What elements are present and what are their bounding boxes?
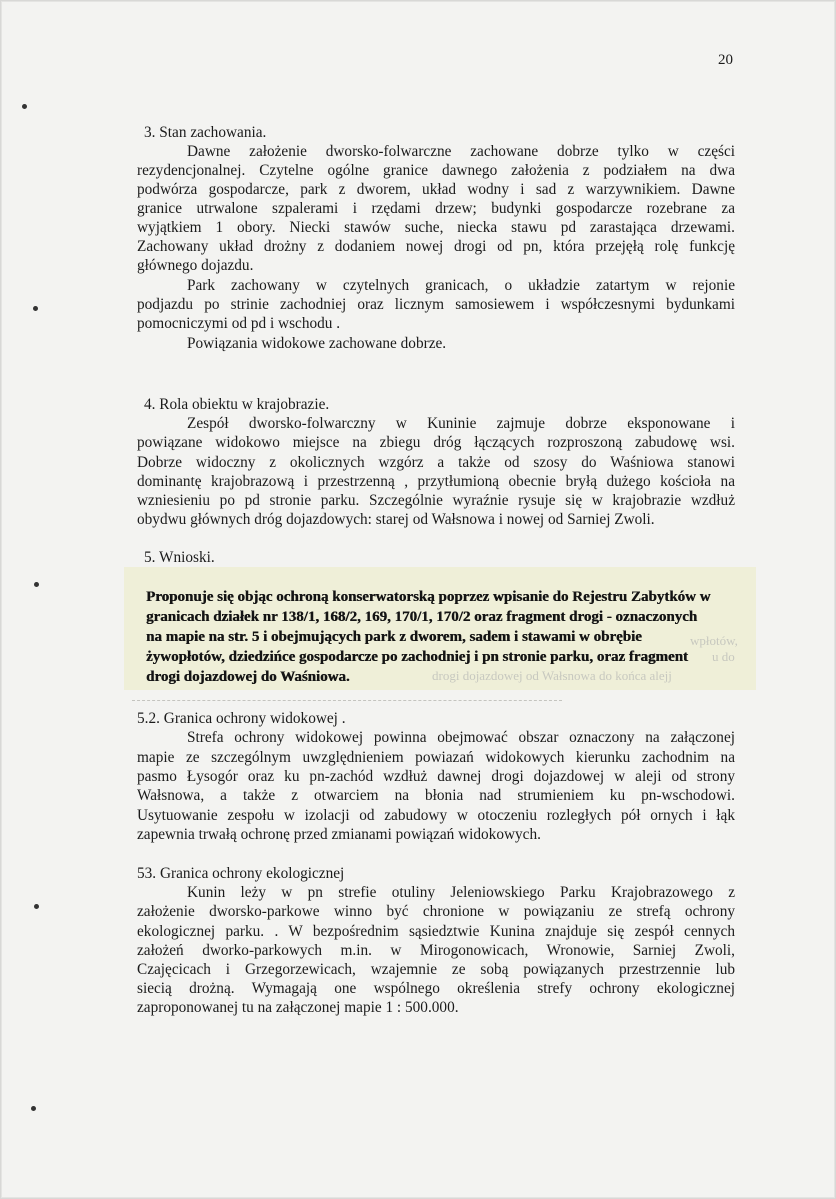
text-line: Zespół dworsko-folwarczny w Kuninie zajmuje dobrze eksponowane i — [187, 415, 735, 432]
text-line: zapewnia trwałą ochronę przed zmianami powiązań widokowych. — [137, 826, 541, 843]
faded-underlying-text: drogi dojazdowej od Wałsnowa do końca alejj — [432, 668, 672, 683]
text-line: Czajęcicach i Grzegorzewicach, wzajemnie ze sobą powiązanych przestrzennie lub — [137, 961, 735, 978]
text-line: podwórza gospodarcze, park z dworem, układ wodny i sad z warzywnikiem. Dawne — [137, 181, 735, 198]
text-line: zaproponowanej tu na załączonej mapie 1 : 500.000. — [137, 999, 459, 1016]
text-line: Dobrze widoczny z okolicznych wzgórz a także od szosy do Waśniowa stanowi — [137, 454, 735, 471]
highlight-line: Proponuje się objąc ochroną konserwatorską poprzez wpisanie do Rejestru Zabytków w — [146, 589, 711, 605]
text-line: Usytuowanie zespołu w izolacji od zabudowy w otoczeniu rozległych pół ornych i łąk — [137, 807, 735, 824]
page-number: 20 — [718, 52, 733, 68]
text-line: obydwu głównych dróg dojazdowych: starej od Wałsnowa i nowej od Sarniej Zwoli. — [137, 511, 655, 528]
highlight-line: drogi dojazdowej do Waśniowa. — [146, 669, 350, 685]
text-line: siecią drożną. Wymagają one wspólnego określenia strefy ochrony ekologicznej — [137, 980, 735, 997]
text-line: pomocniczymi od pd i wschodu . — [137, 315, 341, 332]
faded-underlying-text: u do — [712, 649, 735, 664]
text-line: wyjątkiem 1 obory. Niecki stawów suche, niecka stawu pd zarastająca drzewami. — [137, 219, 735, 236]
text-line: głównego dojazdu. — [137, 257, 254, 274]
text-line: pasmo Łysogór oraz ku pn-zachód wzdłuż dawnej drogi dojazdowej w aleji od strony — [137, 768, 735, 785]
section-heading: 4. Rola obiektu w krajobrazie. — [144, 396, 330, 413]
punch-hole-mark — [31, 1106, 36, 1111]
text-line: mapie ze szczególnym uwzględnieniem powiazań widokowych kierunku zachodnim na — [137, 749, 735, 766]
text-line: ekologicznej parku. . W bezpośrednim sąsiedztwie Kunina znajduje się zespół cennych — [137, 923, 735, 940]
text-line: Park zachowany w czytelnych granicach, o układzie zatartym w rejonie — [187, 277, 735, 294]
punch-hole-mark — [22, 104, 27, 109]
section-heading: 3. Stan zachowania. — [144, 124, 267, 141]
section-heading: 5.2. Granica ochrony widokowej . — [137, 710, 346, 727]
text-line: Kunin leży w pn strefie otuliny Jeleniowskiego Parku Krajobrazowego z — [187, 884, 735, 901]
text-line: Powiązania widokowe zachowane dobrze. — [187, 335, 447, 352]
text-line: Strefa ochrony widokowej powinna obejmować obszar oznaczony na załączonej — [187, 729, 735, 746]
text-line: Zachowany układ drożny z dodaniem nowej drogi od pn, która przejęłą rolę funkcję — [137, 238, 735, 255]
highlight-line: granicach działek nr 138/1, 168/2, 169, 170/1, 170/2 oraz fragment drogi - oznaczonych — [146, 609, 698, 625]
text-line: założenie dworsko-parkowe winno być chronione w powiązaniu ze strefą ochrony — [137, 903, 735, 920]
highlight-line: żywopłotów, dziedzińce gospodarcze po zachodniej i pn stronie parku, oraz fragment — [146, 649, 688, 665]
text-line: Wałsnowa, a także z otwarciem na błonia nad strumieniem ku pn-wschodowi. — [137, 787, 735, 804]
text-line: dominantę krajobrazową i przestrzenną , przytłumioną obecnie bryłą dużego kościoła na — [137, 473, 735, 490]
section-heading: 53. Granica ochrony ekologicznej — [137, 865, 345, 882]
text-line: powiązane widokowo miejsce na zbiegu dróg łączących rozproszoną zabudowę wsi. — [137, 434, 735, 451]
punch-hole-mark — [33, 306, 38, 311]
faded-underlying-text: wpłotów, — [690, 633, 738, 648]
text-line: wzniesieniu po pd stronie parku. Szczególnie wyraźnie rysuje się w krajobrazie wzdłuż — [137, 492, 735, 509]
text-line: granice utrwalone szpalerami i rzędami drzew; budynki gospodarcze rozebrane za — [137, 200, 735, 217]
punch-hole-mark — [34, 904, 39, 909]
text-line: podjazdu po strinie zachodniej oraz licznym samosiewem i współczesnymi bydunkami — [137, 296, 735, 313]
text-line: założeń dworko-parkowych m.in. w Mirogonowicach, Wronowie, Sarniej Zwoli, — [137, 942, 735, 959]
punch-hole-mark — [34, 582, 39, 587]
text-line: rezydencjonalnej. Czytelne ogólne granice dawnego założenia z podziałem na dwa — [137, 162, 735, 179]
section-heading: 5. Wnioski. — [144, 549, 215, 566]
text-line: Dawne założenie dworsko-folwarczne zachowane dobrze tylko w części — [187, 143, 735, 160]
highlight-line: na mapie na str. 5 i obejmujących park z dworem, sadem i stawami w obrębie — [146, 629, 642, 645]
divider — [132, 700, 562, 701]
